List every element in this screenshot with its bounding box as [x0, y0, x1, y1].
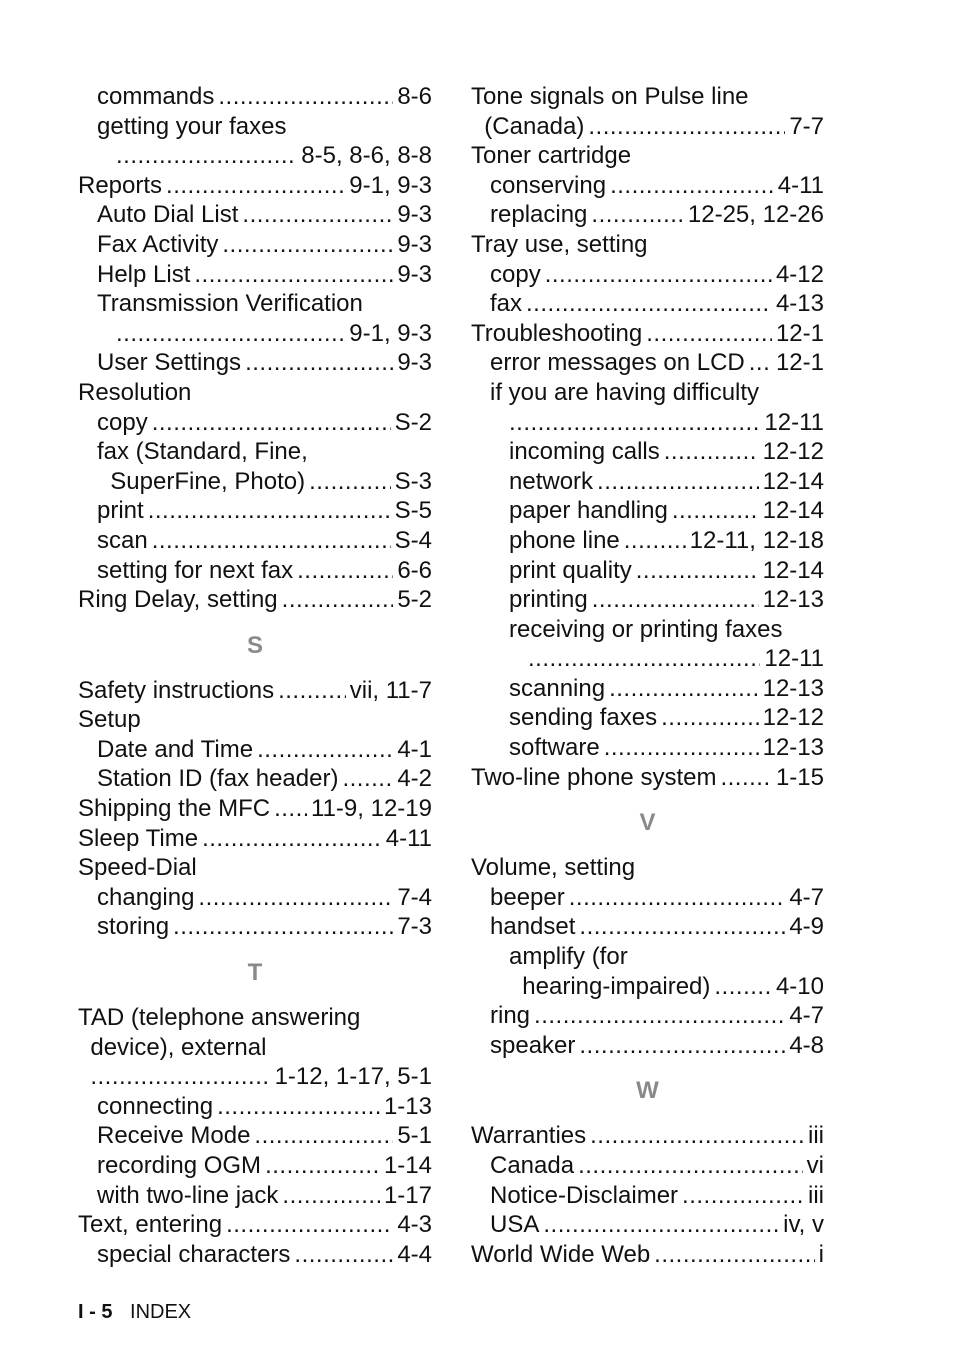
index-entry	[78, 200, 432, 230]
dot-leader	[545, 260, 772, 290]
index-page-ref: 4-8	[789, 1031, 824, 1059]
index-entry	[471, 733, 824, 763]
index-term: commands	[97, 83, 215, 110]
index-entry	[471, 644, 824, 674]
dot-leader	[592, 585, 759, 615]
index-term: SuperFine, Photo)	[110, 467, 306, 495]
index-entry	[78, 912, 432, 942]
dot-leader	[714, 972, 772, 1002]
index-page-ref: 7-4	[397, 883, 432, 911]
index-term: paper handling	[509, 497, 668, 525]
index-term: phone line	[509, 526, 620, 554]
index-entry	[78, 526, 432, 556]
index-term: World Wide Web	[471, 1240, 651, 1268]
index-term: getting your faxes	[97, 112, 287, 140]
index-entry	[78, 824, 432, 854]
index-column-left	[78, 82, 432, 1269]
index-term: Text, entering	[78, 1211, 223, 1239]
index-entry	[78, 556, 432, 586]
index-term: Transmission Verification	[97, 290, 363, 318]
dot-leader	[591, 200, 683, 230]
index-page-ref: 1-17	[383, 1181, 432, 1209]
index-term: Date and Time	[97, 735, 254, 763]
dot-leader	[202, 824, 382, 854]
page-footer	[78, 1301, 191, 1324]
dot-leader	[173, 912, 393, 942]
dot-leader	[636, 556, 759, 586]
dot-leader	[297, 556, 393, 586]
index-entry	[78, 230, 432, 260]
index-term: Receive Mode	[97, 1122, 251, 1150]
dot-leader	[148, 496, 391, 526]
index-term: User Settings	[97, 349, 242, 377]
dot-leader	[609, 674, 759, 704]
dot-leader	[245, 348, 393, 378]
footer-section-title: INDEX	[130, 1301, 192, 1323]
dot-leader	[624, 526, 686, 556]
dot-leader	[282, 585, 394, 615]
dot-leader	[294, 1240, 393, 1270]
index-term: Fax Activity	[97, 230, 219, 258]
index-term: print quality	[509, 556, 632, 584]
index-page-ref: 12-1	[775, 349, 824, 377]
index-page-ref: 12-12	[762, 438, 824, 466]
dot-leader	[509, 408, 760, 438]
index-section-heading: W	[636, 1077, 659, 1105]
index-term: incoming calls	[509, 438, 660, 466]
index-term: (Canada)	[484, 112, 585, 140]
index-page-ref: 12-11, 12-18	[689, 526, 824, 554]
dot-leader	[166, 171, 345, 201]
index-entry	[78, 408, 432, 438]
index-entry	[471, 1031, 824, 1061]
index-page-ref: 11-9, 12-19	[311, 795, 432, 823]
index-page-ref: i	[818, 1240, 824, 1268]
dot-leader	[90, 1062, 270, 1092]
index-term: TAD (telephone answering	[78, 1004, 361, 1032]
dot-leader	[226, 1210, 393, 1240]
index-section-heading: S	[246, 631, 263, 659]
index-page-ref: 12-12	[762, 704, 824, 732]
index-term: speaker	[490, 1031, 576, 1059]
dot-leader	[646, 319, 772, 349]
index-page-ref: vi	[806, 1152, 824, 1179]
index-term: network	[509, 467, 594, 495]
dot-leader	[198, 883, 393, 913]
index-term: Shipping the MFC	[78, 795, 271, 823]
index-term: Safety instructions	[78, 676, 275, 704]
dot-leader	[604, 733, 759, 763]
index-entry	[78, 171, 432, 201]
index-term: connecting	[97, 1092, 214, 1120]
index-entry	[78, 1210, 432, 1240]
index-page-ref: 4-1	[397, 735, 432, 763]
index-page-ref: 9-3	[397, 349, 432, 377]
index-term: Notice-Disclaimer	[490, 1181, 679, 1209]
dot-leader	[569, 883, 786, 913]
index-page-ref: 9-3	[397, 260, 432, 288]
dot-leader	[543, 1210, 779, 1240]
index-term: setting for next fax	[97, 556, 294, 584]
index-page-ref: iii	[808, 1122, 824, 1150]
index-page-ref: 4-12	[775, 260, 824, 288]
index-page-ref: 4-7	[789, 883, 824, 911]
dot-leader	[265, 1151, 380, 1181]
index-term: Tray use, setting	[471, 230, 648, 258]
dot-leader	[578, 1151, 803, 1181]
index-page-ref: 12-25, 12-26	[687, 201, 824, 229]
index-term: scanning	[509, 674, 606, 702]
index-term: Auto Dial List	[97, 201, 239, 229]
index-term: Canada	[490, 1152, 575, 1179]
index-term: print	[97, 497, 144, 525]
index-entry	[78, 735, 432, 765]
index-page-ref: 9-1, 9-3	[349, 171, 432, 199]
index-entry	[471, 200, 824, 230]
index-entry	[78, 467, 432, 497]
index-page-ref: 1-13	[383, 1092, 432, 1120]
dot-leader	[597, 467, 759, 497]
dot-leader	[278, 676, 346, 706]
dot-leader	[590, 1121, 804, 1151]
index-page-ref: 12-13	[762, 734, 824, 762]
index-page-ref: 5-2	[397, 586, 432, 614]
index-page-ref: 12-14	[762, 497, 824, 525]
index-entry	[471, 408, 824, 438]
index-entry	[471, 703, 824, 733]
index-page-ref: 12-14	[762, 556, 824, 584]
index-term: replacing	[490, 201, 588, 229]
index-entry	[78, 1092, 432, 1122]
dot-leader	[342, 764, 393, 794]
index-page-ref: 8-6	[397, 83, 432, 110]
dot-leader	[672, 496, 759, 526]
index-term: fax	[490, 290, 523, 318]
index-page-ref: iii	[808, 1181, 824, 1209]
index-term: Sleep Time	[78, 824, 199, 852]
dot-leader	[116, 319, 345, 349]
index-entry	[471, 289, 824, 319]
index-entry	[78, 141, 432, 171]
dot-leader	[257, 735, 393, 765]
index-entry	[78, 1240, 432, 1270]
dot-leader	[749, 348, 772, 378]
index-page-ref: 12-13	[762, 586, 824, 614]
index-term: Tone signals on Pulse line	[471, 83, 749, 110]
index-term: handset	[490, 913, 576, 941]
index-entry	[471, 437, 824, 467]
index-page-ref: 1-15	[775, 763, 824, 791]
index-entry	[471, 883, 824, 913]
index-entry	[78, 82, 432, 112]
index-page-ref: S-2	[394, 408, 432, 436]
index-page-ref: S-5	[394, 497, 432, 525]
dot-leader	[534, 1001, 785, 1031]
index-page-ref: 4-4	[397, 1240, 432, 1268]
dot-leader	[217, 1092, 380, 1122]
index-entry	[78, 1181, 432, 1211]
index-section-heading: T	[247, 959, 263, 987]
index-term: USA	[490, 1211, 540, 1239]
dot-leader	[116, 141, 297, 171]
index-term: scan	[97, 526, 148, 554]
index-term: storing	[97, 913, 170, 941]
index-entry	[471, 112, 824, 142]
dot-leader	[152, 526, 391, 556]
index-page-ref: 9-1, 9-3	[349, 319, 432, 347]
index-section-heading: V	[639, 809, 656, 837]
index-entry	[78, 260, 432, 290]
index-term: Troubleshooting	[471, 319, 643, 347]
index-entry	[471, 585, 824, 615]
index-term: changing	[97, 883, 195, 911]
index-term: sending faxes	[509, 704, 658, 732]
index-term: Reports	[78, 171, 163, 199]
index-page-ref: 7-3	[397, 913, 432, 941]
dot-leader	[579, 912, 785, 942]
index-term: ring	[490, 1002, 531, 1030]
index-entry	[78, 348, 432, 378]
index-entry	[471, 972, 824, 1002]
index-page-ref: S-3	[394, 467, 432, 495]
dot-leader	[282, 1181, 380, 1211]
dot-leader	[218, 82, 393, 112]
dot-leader	[194, 260, 393, 290]
index-page-ref: 7-7	[789, 112, 824, 140]
index-page-ref: 12-11	[764, 408, 824, 436]
dot-leader	[654, 1240, 814, 1270]
index-entry	[78, 883, 432, 913]
index-entry	[78, 496, 432, 526]
index-page-ref: 12-11	[764, 645, 824, 673]
index-entry	[471, 526, 824, 556]
index-entry	[471, 319, 824, 349]
dot-leader	[610, 171, 774, 201]
index-term: Setup	[78, 706, 141, 734]
index-page-ref: 4-13	[775, 290, 824, 318]
index-page-ref: 9-3	[397, 201, 432, 229]
index-entry	[471, 763, 824, 793]
index-entry	[471, 496, 824, 526]
index-page-ref: iv, v	[783, 1211, 824, 1239]
index-term: hearing-impaired)	[522, 972, 711, 1000]
index-page-ref: 12-1	[775, 319, 824, 347]
index-term: if you are having difficulty	[490, 378, 760, 406]
index-entry	[78, 585, 432, 615]
index-term: error messages on LCD	[490, 349, 745, 377]
index-term: beeper	[490, 883, 565, 911]
index-page-ref: vii, 11-7	[349, 676, 432, 704]
index-entry	[78, 319, 432, 349]
index-entry	[471, 467, 824, 497]
dot-leader	[526, 289, 772, 319]
index-entry	[78, 764, 432, 794]
index-entry	[471, 1121, 824, 1151]
index-page-ref: 4-7	[789, 1002, 824, 1030]
index-term: Toner cartridge	[471, 142, 632, 170]
index-entry	[471, 1151, 824, 1181]
index-term: Resolution	[78, 378, 192, 406]
index-term: receiving or printing faxes	[509, 615, 783, 643]
index-page-ref: 6-6	[397, 556, 432, 584]
index-term: fax (Standard, Fine,	[97, 438, 308, 466]
dot-leader	[664, 437, 759, 467]
index-entry	[78, 1062, 432, 1092]
dot-leader	[274, 794, 307, 824]
index-page-ref: 4-3	[397, 1211, 432, 1239]
index-entry	[471, 348, 824, 378]
dot-leader	[579, 1031, 785, 1061]
index-term: printing	[509, 586, 588, 614]
index-term: device), external	[90, 1033, 267, 1061]
index-term: Station ID (fax header)	[97, 765, 339, 793]
index-entry	[471, 171, 824, 201]
index-entry	[78, 794, 432, 824]
index-entry	[471, 556, 824, 586]
index-term: Ring Delay, setting	[78, 586, 278, 614]
index-term: recording OGM	[97, 1152, 262, 1179]
index-entry	[471, 1181, 824, 1211]
index-entry	[78, 1121, 432, 1151]
index-page-ref: 4-10	[775, 972, 824, 1000]
index-term: Warranties	[471, 1122, 587, 1150]
index-page-ref: 4-2	[397, 765, 432, 793]
index-entry	[78, 1151, 432, 1181]
index-term: amplify (for	[509, 943, 628, 971]
index-page-ref: 8-5, 8-6, 8-8	[301, 142, 432, 170]
index-entry	[471, 674, 824, 704]
index-entry	[471, 912, 824, 942]
index-term: copy	[97, 408, 148, 436]
index-term: special characters	[97, 1240, 291, 1268]
index-page-ref: 4-11	[777, 171, 824, 199]
index-page-ref: 5-1	[397, 1122, 432, 1150]
dot-leader	[528, 644, 760, 674]
index-page-ref: 1-12, 1-17, 5-1	[274, 1063, 432, 1091]
index-page-ref: 4-9	[789, 913, 824, 941]
dot-leader	[222, 230, 393, 260]
dot-leader	[254, 1121, 393, 1151]
footer-page-number: I - 5	[78, 1301, 113, 1323]
index-entry	[471, 260, 824, 290]
dot-leader	[682, 1181, 804, 1211]
index-entry	[78, 676, 432, 706]
index-page-ref: 4-11	[385, 824, 432, 852]
index-term: software	[509, 734, 600, 762]
index-entry	[471, 1001, 824, 1031]
dot-leader	[152, 408, 391, 438]
index-term: with two-line jack	[97, 1181, 279, 1209]
index-term: Help List	[97, 260, 191, 288]
dot-leader	[720, 763, 772, 793]
index-term: Volume, setting	[471, 854, 636, 882]
index-column-right	[471, 82, 824, 1269]
index-page-ref: 12-13	[762, 674, 824, 702]
index-page-ref: 1-14	[383, 1152, 432, 1179]
index-page-ref: S-4	[394, 526, 432, 554]
dot-leader	[309, 467, 391, 497]
index-page-ref: 12-14	[762, 467, 824, 495]
index-page-ref: 9-3	[397, 230, 432, 258]
index-term: Speed-Dial	[78, 854, 197, 882]
index-entry	[471, 1240, 824, 1270]
index-entry	[471, 1210, 824, 1240]
dot-leader	[242, 200, 393, 230]
index-term: copy	[490, 260, 541, 288]
dot-leader	[661, 703, 759, 733]
dot-leader	[588, 112, 785, 142]
index-term: conserving	[490, 171, 607, 199]
index-term: Two-line phone system	[471, 763, 717, 791]
